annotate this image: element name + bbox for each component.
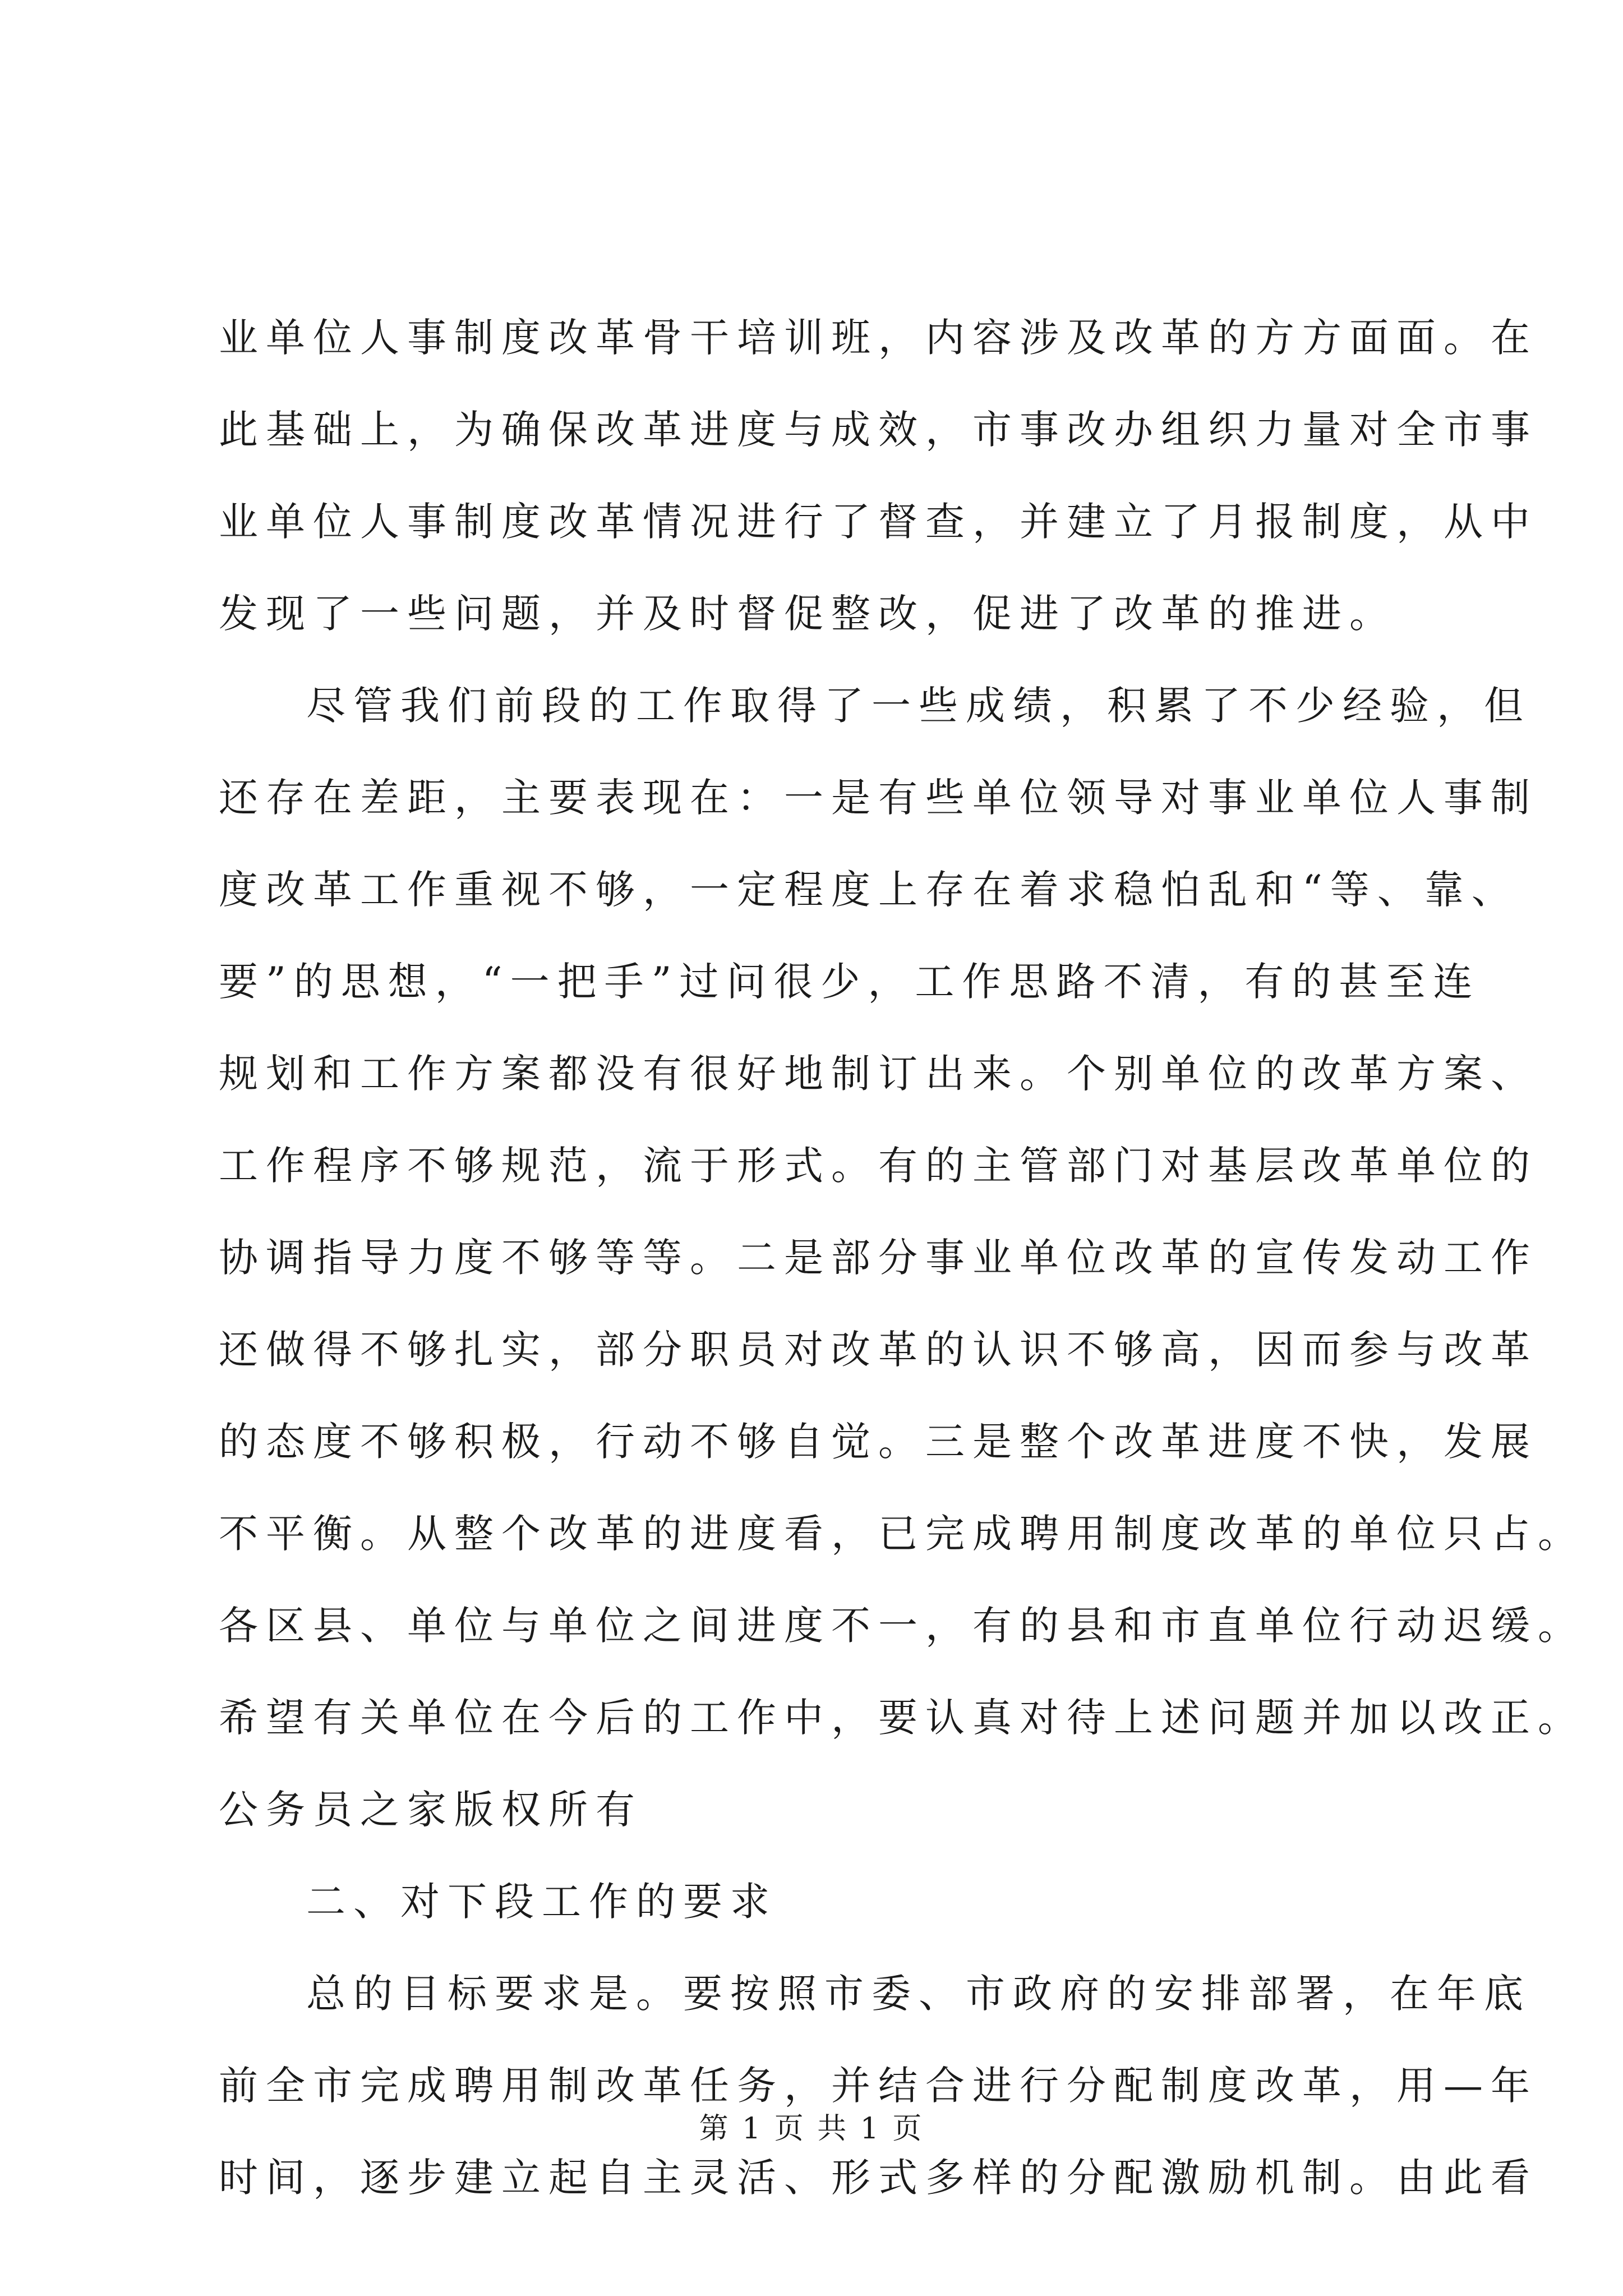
- text-line: 工作程序不够规范，流于形式。有的主管部门对基层改革单位的: [219, 1143, 1538, 1189]
- text-line: 不平衡。从整个改革的进度看，已完成聘用制度改革的单位只占。: [219, 1511, 1585, 1557]
- text-line: 度改革工作重视不够，一定程度上存在着求稳怕乱和“等、靠、: [219, 867, 1519, 913]
- text-line: 各区县、单位与单位之间进度不一，有的县和市直单位行动迟缓。: [219, 1603, 1585, 1649]
- text-line: 公务员之家版权所有: [219, 1787, 643, 1833]
- text-line: 业单位人事制度改革骨干培训班，内容涉及改革的方方面面。在: [219, 315, 1538, 361]
- text-line: 此基础上，为确保改革进度与成效，市事改办组织力量对全市事: [219, 407, 1538, 453]
- text-line: 希望有关单位在今后的工作中，要认真对待上述问题并加以改正。: [219, 1695, 1585, 1741]
- text-line: 还存在差距，主要表现在：一是有些单位领导对事业单位人事制: [219, 775, 1538, 821]
- text-line: 协调指导力度不够等等。二是部分事业单位改革的宣传发动工作: [219, 1235, 1538, 1281]
- section-heading: 二、对下段工作的要求: [306, 1879, 777, 1925]
- text-line: 总的目标要求是。要按照市委、市政府的安排部署，在年底: [306, 1971, 1531, 2017]
- text-line: 业单位人事制度改革情况进行了督查，并建立了月报制度，从中: [219, 499, 1538, 545]
- text-line: 的态度不够积极，行动不够自觉。三是整个改革进度不快，发展: [219, 1419, 1538, 1465]
- text-line: 规划和工作方案都没有很好地制订出来。个别单位的改革方案、: [219, 1051, 1538, 1097]
- page-footer: 第 1 页 共 1 页: [699, 2112, 924, 2146]
- document-body: [219, 292, 1585, 2224]
- text-line: 还做得不够扎实，部分职员对改革的认识不够高，因而参与改革: [219, 1327, 1538, 1373]
- text-line: 要”的思想，“一把手”过问很少，工作思路不清，有的甚至连: [219, 959, 1481, 1005]
- text-line: 时间，逐步建立起自主灵活、形式多样的分配激励机制。由此看: [219, 2155, 1538, 2201]
- text-line: 发现了一些问题，并及时督促整改，促进了改革的推进。: [219, 591, 1396, 637]
- text-line: 尽管我们前段的工作取得了一些成绩，积累了不少经验，但: [306, 683, 1531, 729]
- text-line: 前全市完成聘用制改革任务，并结合进行分配制度改革，用—年: [219, 2063, 1538, 2109]
